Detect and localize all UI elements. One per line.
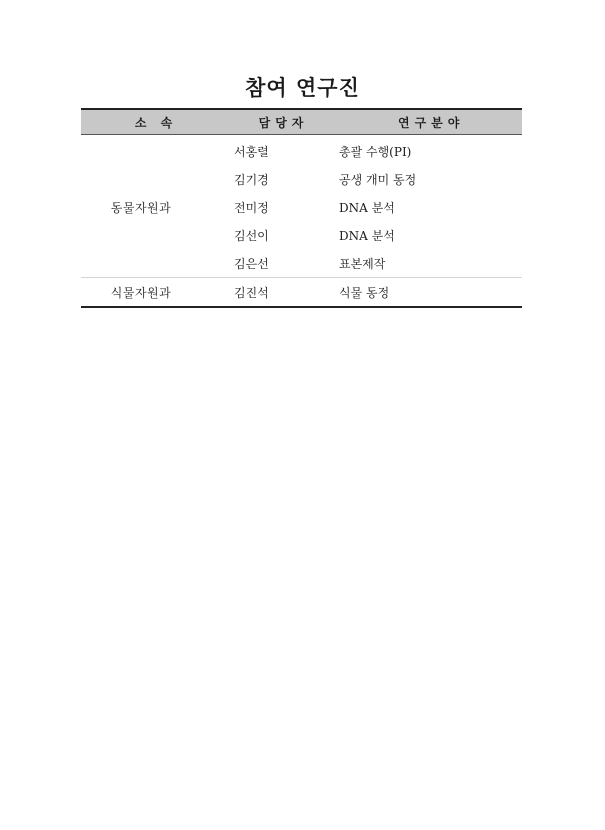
person-cell: 전미정 — [234, 200, 269, 215]
department-cell: 동물자원과 — [110, 200, 172, 215]
field-cell: DNA 분석 — [339, 200, 395, 215]
field-cell: 공생 개미 동정 — [339, 172, 417, 187]
person-cell: 김선이 — [234, 228, 269, 243]
table-row — [81, 135, 522, 166]
header-field: 연구분야 — [336, 109, 522, 135]
field-cell: 식물 동정 — [336, 278, 522, 308]
person-cell: 김은선 — [234, 256, 269, 271]
header-department: 소 속 — [81, 109, 231, 135]
department-cell: 식물자원과 — [81, 278, 231, 308]
field-cell: DNA 분석 — [339, 228, 395, 243]
table-row — [81, 278, 522, 308]
person-cell: 서홍렬 — [234, 144, 269, 159]
research-staff-table — [81, 108, 522, 308]
table-header-row — [81, 109, 522, 135]
field-cell: 총괄 수행(PI) — [339, 144, 412, 159]
header-person: 담당자 — [231, 109, 336, 135]
person-cell: 김기경 — [234, 172, 269, 187]
person-cell: 김진석 — [231, 278, 336, 308]
field-cell: 표본제작 — [339, 256, 386, 271]
page-title: 참여 연구진 — [245, 75, 360, 100]
